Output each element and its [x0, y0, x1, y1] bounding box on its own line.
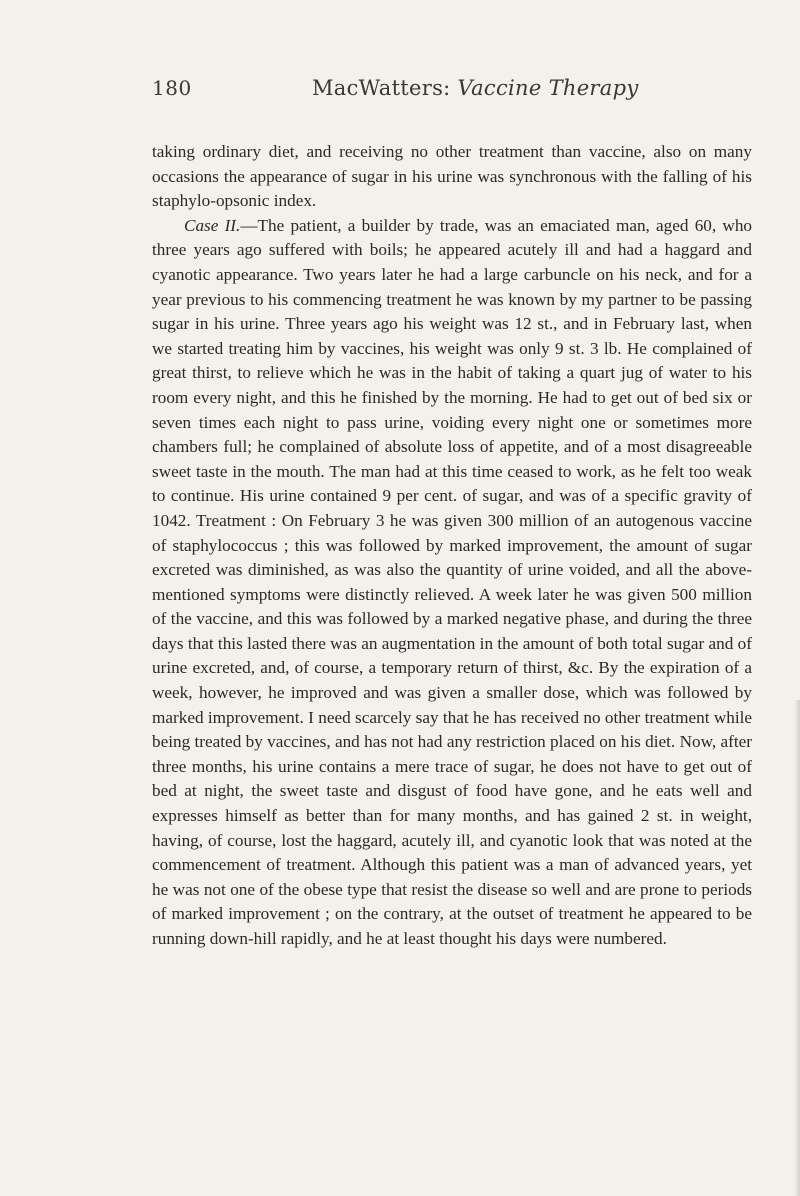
- running-head: [152, 76, 752, 112]
- paragraph-continuation: taking ordinary diet, and receiving no other treatment than vaccine, also on many occasions the appearance of sugar in his urine was synchronous with the falling of his staphylo-opsonic index.: [152, 142, 752, 211]
- case-ii-text: —The patient, a builder by trade, was an emaciated man, aged 60, who three years ago suffered with boils; he appeared acutely ill and had a haggard and cyanotic appearance. Two years later he had a large carbuncle on his neck, and for a year previous to his commencing treatment he was known by my partner to be passing sugar in his urine. Three years ago his weight was 12 st., and in February last, when we started treating him by vaccines, his weight was only 9 st. 3 lb. He complained of great thirst, to relieve which he was in the habit of taking a quart jug of water to his room every night, and this he finished by the morning. He had to get out of bed six or seven times each night to pass urine, voiding every night one or sometimes more chambers full; he complained of absolute loss of appetite, and of a most disagreeable sweet taste in the mouth. The man had at this time ceased to work, as he felt too weak to continue. His urine contained 9 per cent. of sugar, and was of a specific gravity of 1042. Treatment : On February 3 he was given 300 million of an autogenous vaccine of staphylococcus ; this was followed by marked improvement, the amount of sugar excreted was diminished, as was also the quantity of urine voided, and all the above-mentioned symptoms were distinctly relieved. A week later he was given 500 million of the vaccine, and this was followed by a marked negative phase, and during the three days that this lasted there was an augmentation in the amount of both total sugar and of urine excreted, and, of course, a temporary return of thirst, &c. By the expiration of a week, however, he improved and was given a smaller dose, which was followed by marked improvement. I need scarcely say that he has received no other treatment while being treated by vaccines, and has not had any restriction placed on his diet. Now, after three months, his urine contains a mere trace of sugar, he does not have to get out of bed at night, the sweet taste and disgust of food have gone, and he eats well and expresses himself as better than for many months, and has gained 2 st. in weight, having, of course, lost the haggard, acutely ill, and cyanotic look that was noted at the commencement of treatment. Although this patient was a man of advanced years, yet he was not one of the obese type that resist the disease so well and are prone to periods of marked improvement ; on the contrary, at the outset of treatment he appeared to be running down-hill rapidly, and he at least thought his days were numbered.: [152, 215, 753, 948]
- body-text: [152, 140, 752, 952]
- paragraph-case-ii: [152, 214, 752, 952]
- running-title: [312, 76, 639, 100]
- author-name: MacWatters:: [312, 76, 451, 100]
- case-label: Case II.: [184, 215, 241, 235]
- book-title: Vaccine Therapy: [457, 76, 639, 100]
- page-number: 180: [152, 76, 192, 100]
- page-edge-shadow: [794, 700, 800, 1196]
